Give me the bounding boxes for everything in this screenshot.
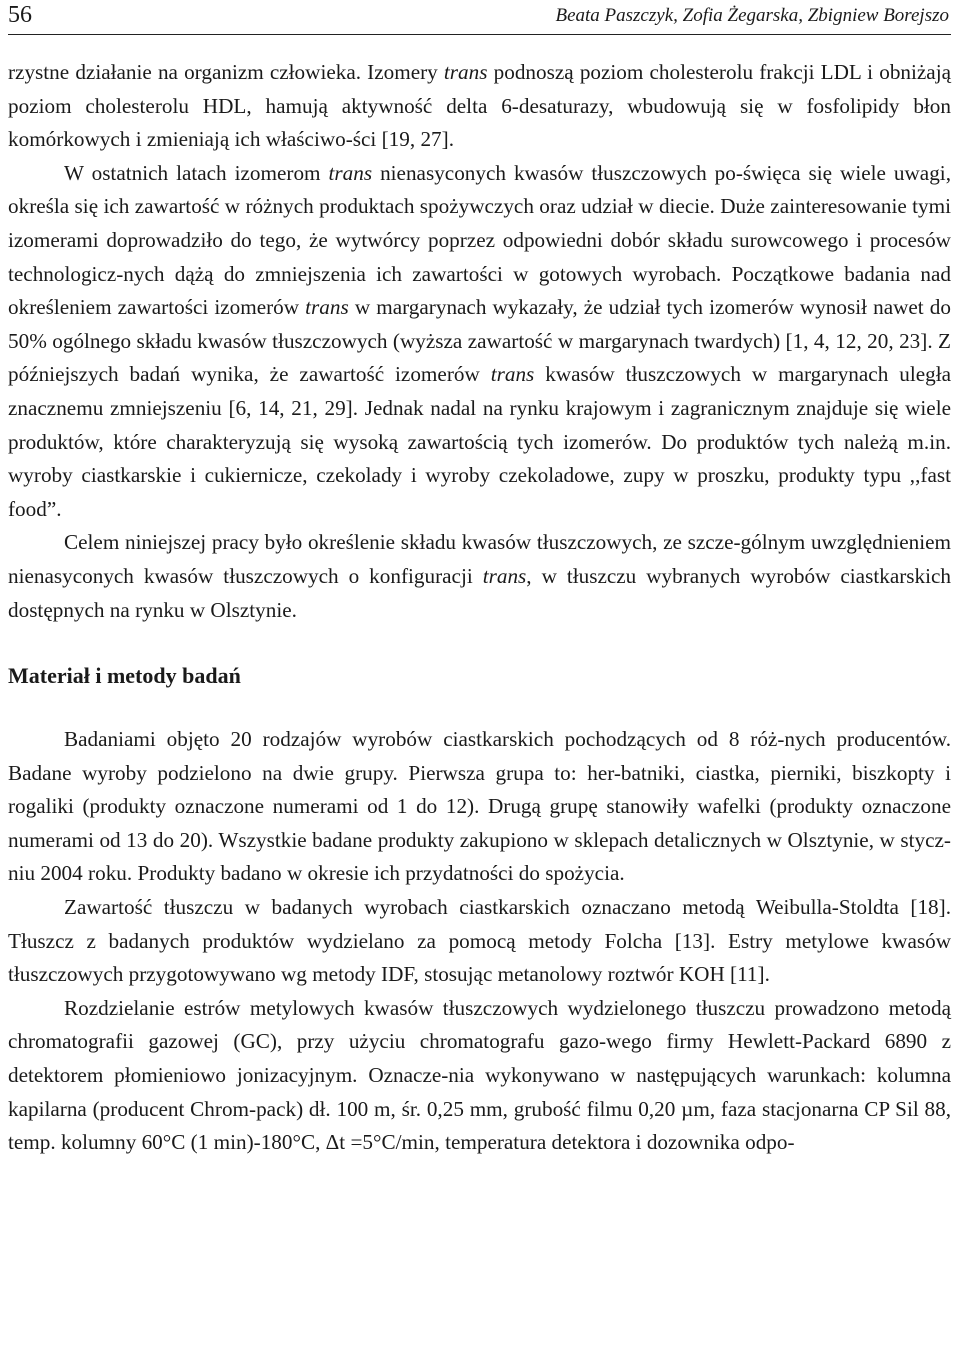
italic-term: trans [305,295,349,320]
italic-term: trans [482,563,527,588]
paragraph-materials: Badaniami objęto 20 rodzajów wyrobów ciastkarskich pochodzących od 8 róż-nych producentów. Badane wyroby podzielono na dwie grupy. Pierwsza grupa to: her-batniki, ciastka, pierniki, biszkopty i rogaliki (produkty oznaczone numerami od 1 do 12). Drugą grupę stanowiły wafelki (produkty oznaczone numerami od 13 do 20). Wszystkie badane produkty zakupiono w sklepach detalicznych w Olsztynie, w stycz-niu 2004 roku. Produkty badano w okresie ich przydatności do spożycia. [8,727,951,886]
paragraph-continuation: rzystne działanie na organizm człowieka. Izomery trans podnoszą poziom cholesterolu frakcji LDL i obniżają poziom cholesterolu HDL, hamują aktywność delta 6-desaturazy, wbudowują się w fosfolipidy błon komórkowych i zmieniają ich właściwo-ści [19, 27]. [8,60,951,152]
page-header [8,0,951,35]
section-heading: Materiał i metody badań [8,663,241,689]
italic-term: trans [328,160,373,185]
paragraph-fat-content: Zawartość tłuszczu w badanych wyrobach ciastkarskich oznaczano metodą Weibulla-Stoldta [18]. Tłuszcz z badanych produktów wydzielano za pomocą metody Folcha [13]. Estry metylowe kwasów tłuszczowych przygotowywano wg metody IDF, stosując metanolowy roztwór KOH [11]. [8,895,951,987]
body-text [8,56,951,1160]
page-number: 56 [8,2,32,28]
paragraph-aim: Celem niniejszej pracy było określenie składu kwasów tłuszczowych, ze szcze-gólnym uwzględnieniem nienasyconych kwasów tłuszczowych o konfiguracji trans, w tłuszczu wybranych wyrobów ciastkarskich dostępnych na rynku w Olsztynie. [8,530,951,622]
paragraph-trans-isomers: W ostatnich latach izomerom trans nienasyconych kwasów tłuszczowych po-święca się wiele uwagi, określa się ich zawartość w różnych produktach spożywczych oraz udział w diecie. Duże zainteresowanie tymi izomerami doprowadziło do tego, że wytwórcy poprzez odpowiedni dobór składu surowcowego i procesów technologicz-nych dążą do zmniejszenia ich zawartości w gotowych wyrobach. Początkowe badania nad określeniem zawartości izomerów trans w margarynach wykazały, że udział tych izomerów wynosił nawet do 50% ogólnego składu kwasów tłuszczowych (wyższa zawartość w margarynach twardych) [1, 4, 12, 20, 23]. Z późniejszych badań wynika, że zawartość izomerów trans kwasów tłuszczowych w margarynach uległa znacznemu zmniejszeniu [6, 14, 21, 29]. Jednak nadal na rynku krajowym i zagranicznym znajduje się wiele produktów, które charakteryzują się wysoką zawartością tych izomerów. Do produktów tych należą m.in. wyroby ciastkarskie i cukiernicze, czekolady i wyroby czekoladowe, zupy w proszku, produkty typu ,,fast food”. [8,160,951,521]
italic-term: trans [490,362,535,387]
italic-term: trans [443,60,488,84]
paragraph-gc-analysis: Rozdzielanie estrów metylowych kwasów tłuszczowych wydzielonego tłuszczu prowadzono metodą chromatografii gazowej (GC), przy użyciu chromatografu gazo-wego firmy Hewlett-Packard 6890 z detektorem płomieniowo jonizacyjnym. Oznacze-nia wykonywano w następujących warunkach: kolumna kapilarna (producent Chrom-pack) dł. 100 m, śr. 0,25 mm, grubość filmu 0,20 µm, faza stacjonarna CP Sil 88, temp. kolumny 60°C (1 min)-180°C, Δt =5°C/min, temperatura detektora i dozownika odpo- [8,995,951,1155]
running-head: Beata Paszczyk, Zofia Żegarska, Zbigniew Borejszo [555,5,949,26]
